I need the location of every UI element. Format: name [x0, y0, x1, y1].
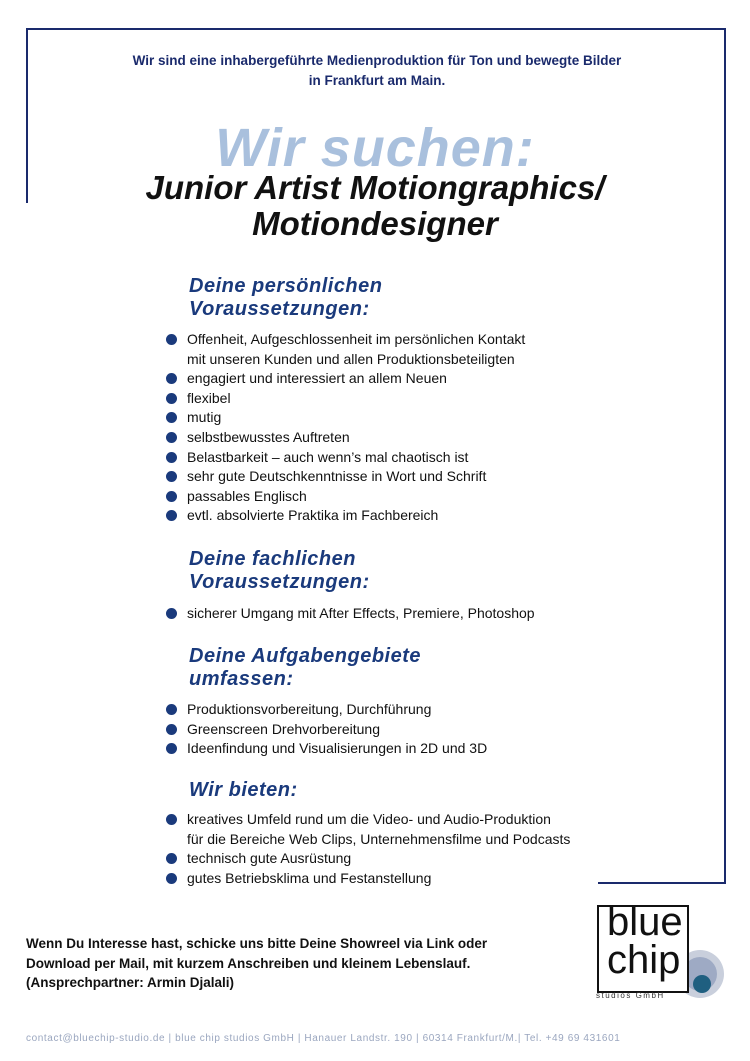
bullet-icon [166, 873, 177, 884]
intro-line-2: in Frankfurt am Main. [308, 73, 446, 88]
bullet-icon [166, 814, 177, 825]
job-title-line-1: Junior Artist Motiongraphics/ [145, 169, 605, 206]
bullet-icon [166, 393, 177, 404]
section-heading-technical [189, 548, 370, 594]
cta-line-1: Wenn Du Interesse hast, schicke uns bitte Deine Showreel via Link oder [26, 936, 488, 951]
list-item [166, 506, 525, 526]
list-item-text: Ideenfindung und Visualisierungen in 2D und 3D [187, 740, 488, 757]
call-to-action [26, 934, 586, 993]
bullet-icon [166, 334, 177, 345]
list-tasks [166, 700, 487, 759]
list-item-text: Produktionsvorbereitung, Durchführung [187, 701, 432, 717]
bullet-icon [166, 510, 177, 521]
section-heading-line: Deine fachlichen [189, 548, 356, 570]
list-item [166, 408, 525, 428]
section-heading-personal [189, 275, 383, 321]
bullet-icon [166, 724, 177, 735]
list-item [166, 810, 570, 849]
list-item [166, 448, 525, 468]
list-item-text: technisch gute Ausrüstung [187, 850, 352, 867]
section-heading-line: Voraussetzungen: [189, 298, 370, 320]
bullet-icon [166, 491, 177, 502]
section-heading-line: Deine persönlichen [189, 275, 383, 297]
bullet-icon [166, 373, 177, 384]
list-item [166, 739, 487, 759]
frame-bottom-border [598, 882, 726, 884]
frame-top-border [26, 28, 726, 30]
job-title [0, 170, 750, 242]
list-item-text: passables Englisch [187, 487, 307, 504]
list-item-text: sehr gute Deutschkenntnisse in Wort und Schrift [187, 468, 487, 485]
logo-subtitle: studios GmbH [596, 991, 665, 1000]
bullet-icon [166, 471, 177, 482]
job-title-line-2: Motiondesigner [252, 205, 498, 242]
section-heading-tasks [189, 645, 421, 691]
list-item [166, 849, 570, 869]
headline: Wir suchen: [215, 118, 535, 178]
cta-line-2: Download per Mail, mit kurzem Anschreiben und kleinem Lebenslauf. [26, 955, 471, 971]
list-item-text: für die Bereiche Web Clips, Unternehmensfilme und Podcasts [187, 830, 571, 847]
list-item-text: gutes Betriebsklima und Festanstellung [187, 869, 432, 886]
section-heading-line: Voraussetzungen: [189, 571, 370, 593]
list-item [166, 869, 570, 889]
list-item [166, 389, 525, 409]
section-heading-offer [189, 779, 298, 802]
list-item-text: sicherer Umgang mit After Effects, Premiere, Photoshop [187, 605, 535, 621]
list-item-text: mutig [187, 409, 222, 426]
cta-line-3: (Ansprechpartner: Armin Djalali) [26, 975, 235, 990]
list-personal [166, 330, 525, 526]
list-item [166, 369, 525, 389]
bullet-icon [166, 412, 177, 423]
bullet-icon [166, 743, 177, 754]
list-item [166, 487, 525, 507]
bullet-icon [166, 432, 177, 443]
logo-word-2: chip [607, 938, 681, 982]
list-technical [166, 604, 535, 624]
list-item-text: selbstbewusstes Auftreten [187, 428, 350, 445]
list-item [166, 720, 487, 740]
logo-wordmark [607, 900, 683, 982]
bullet-icon [166, 704, 177, 715]
section-heading-line: Wir bieten: [189, 779, 298, 801]
bullet-icon [166, 853, 177, 864]
intro-line-1: Wir sind eine inhabergeführte Medienproduktion für Ton und bewegte Bilder [132, 53, 622, 68]
list-item [166, 467, 525, 487]
section-heading-line: umfassen: [189, 668, 294, 690]
bullet-icon [166, 452, 177, 463]
footer-contact: contact@bluechip-studio.de | blue chip studios GmbH | Hanauer Landstr. 190 | 60314 Frankfurt/M.| Tel. +49 69 431601 [26, 1033, 621, 1044]
list-item [166, 700, 487, 720]
list-item-text: mit unseren Kunden und allen Produktionsbeteiligten [187, 350, 515, 367]
list-item-text: kreatives Umfeld rund um die Video- und Audio-Produktion [187, 811, 551, 827]
list-item-text: evtl. absolvierte Praktika im Fachbereich [187, 507, 439, 524]
bullet-icon [166, 608, 177, 619]
intro-text [40, 51, 714, 91]
logo-word-1: blue [607, 900, 683, 944]
list-item [166, 330, 525, 369]
list-item-text: Offenheit, Aufgeschlossenheit im persönlichen Kontakt [187, 331, 526, 347]
list-item [166, 604, 535, 624]
list-item-text: flexibel [187, 389, 231, 406]
list-offer [166, 810, 570, 888]
list-item-text: Greenscreen Drehvorbereitung [187, 720, 380, 737]
list-item [166, 428, 525, 448]
section-heading-line: Deine Aufgabengebiete [189, 645, 422, 667]
list-item-text: Belastbarkeit – auch wenn’s mal chaotisch ist [187, 448, 469, 465]
list-item-text: engagiert und interessiert an allem Neuen [187, 370, 447, 387]
